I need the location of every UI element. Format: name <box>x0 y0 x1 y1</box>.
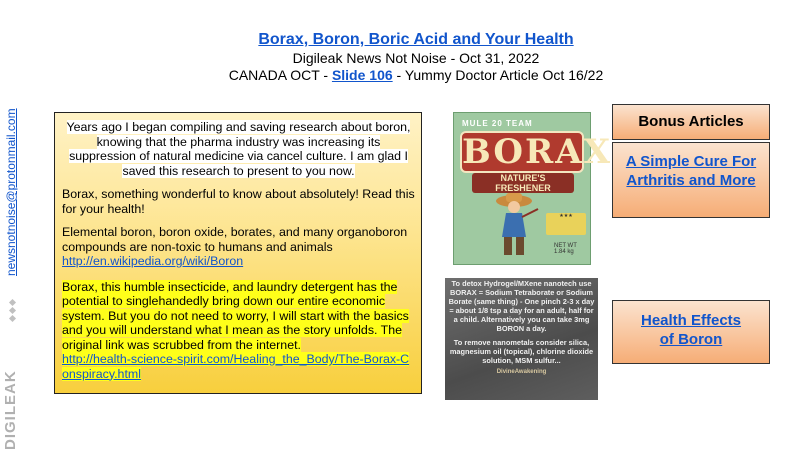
detox-logo: DivineAwakening <box>496 369 547 375</box>
intro-paragraph <box>62 120 415 178</box>
boron-health-box <box>612 300 770 364</box>
sidebar <box>0 0 26 456</box>
intro-text: Years ago I began compiling and saving research about boron, knowing that the pharma industry was increasing its suppression of natural medicine via cancel culture. I am glad I saved this research to present to you now. <box>66 120 411 178</box>
slide-link[interactable]: Slide 106 <box>331 67 393 83</box>
detox-info-image <box>445 278 598 400</box>
article-panel <box>54 112 422 394</box>
borax-badge: ★★★ <box>546 213 586 235</box>
borax-paragraph: Borax, something wonderful to know about absolutely! Read this for your health! <box>62 187 415 216</box>
health-science-link[interactable]: http://health-science-spirit.com/Healing_the_Body/The-Borax-Conspiracy.html <box>62 352 410 381</box>
elemental-text: Elemental boron, boron oxide, borates, and many organoboron compounds are non-toxic to humans and animals <box>62 225 408 254</box>
conspiracy-paragraph <box>62 280 415 382</box>
boron-health-link-line2[interactable]: of Boron <box>659 331 723 348</box>
bonus-articles-header: Bonus Articles <box>612 104 770 140</box>
borax-brand: BORAX <box>462 132 613 172</box>
borax-subtitle: NATURE'S FRESHENER <box>472 173 574 193</box>
brand-logo-text: DIGILEAK <box>2 370 19 450</box>
arthritis-article-box <box>612 142 770 218</box>
boron-health-link-line1[interactable]: Health Effects <box>640 312 742 329</box>
email-link[interactable]: newsnotnoise@protonmail.com <box>4 108 18 276</box>
cowgirl-illustration <box>484 189 544 259</box>
arthritis-article-link[interactable]: A Simple Cure For Arthritis and More <box>625 153 757 189</box>
borax-top-label: MULE 20 TEAM <box>462 119 533 128</box>
elemental-paragraph <box>62 225 415 269</box>
header <box>200 30 632 84</box>
borax-box-image <box>453 112 613 265</box>
detox-text-2: To remove nanometals consider silica, magnesium oil (topical), chlorine dioxide solution, MSM sulfur... <box>449 338 594 365</box>
source-line <box>200 67 632 84</box>
conspiracy-text: Borax, this humble insecticide, and laundry detergent has the potential to singlehandedly bring down our entire economic system. But you do not need to worry, I will start with the basics and you will understand what I mean as the story unfolds. The original link was scrubbed from the internet. <box>62 279 409 352</box>
source-suffix: - Yummy Doctor Article Oct 16/22 <box>392 67 604 83</box>
borax-weight: NET WT 1.84 kg <box>554 243 577 255</box>
diamond-dots-icon <box>7 300 19 324</box>
detox-text-1: To detox Hydrogel/MXene nanotech use BORAX = Sodium Tetraborate or Sodium Borate (same thing) - One pinch 2-3 x day = about 1/8 tsp a day for an adult, half for a child. Alternatively you can take 3mg BORON a day. <box>448 279 595 333</box>
wikipedia-link[interactable]: http://en.wikipedia.org/wiki/Boron <box>62 254 244 268</box>
source-prefix: CANADA OCT - <box>228 67 332 83</box>
page-title-link[interactable]: Borax, Boron, Boric Acid and Your Health <box>258 31 574 48</box>
subtitle-line: Digileak News Not Noise - Oct 31, 2022 <box>292 50 540 66</box>
